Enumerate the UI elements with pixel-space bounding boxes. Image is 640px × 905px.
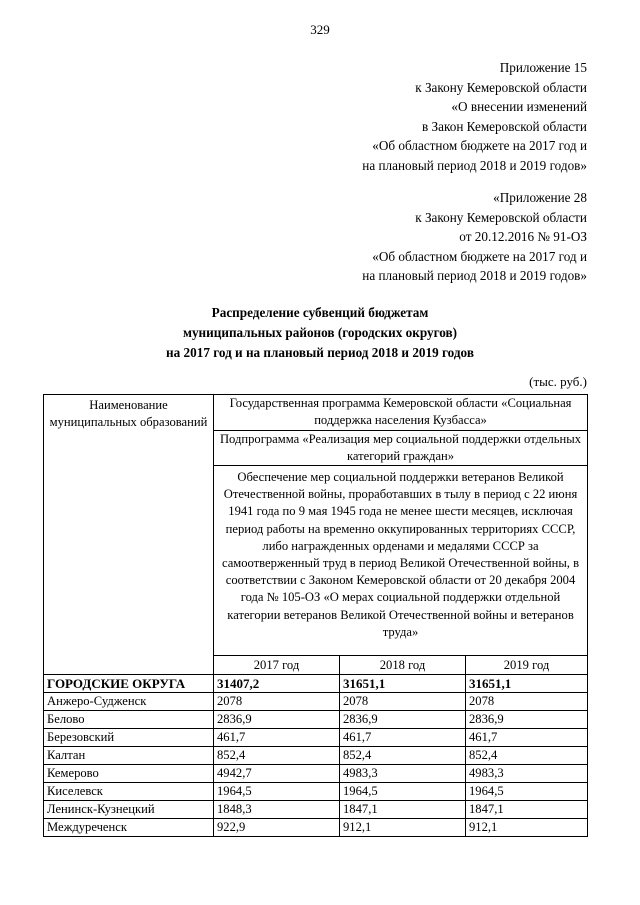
appendix-15-line: «О внесении изменений xyxy=(451,99,587,115)
unit-label: (тыс. руб.) xyxy=(529,374,587,389)
row-value-2018: 1847,1 xyxy=(340,801,466,819)
row-value-2019: 912,1 xyxy=(466,819,588,837)
row-value-2017: 1964,5 xyxy=(214,783,340,801)
row-name: Белово xyxy=(44,711,214,729)
row-value-2018: 461,7 xyxy=(340,729,466,747)
table-row xyxy=(44,819,588,837)
name-column-header: Наименование муниципальных образований xyxy=(44,395,214,675)
subsidy-table xyxy=(43,394,588,837)
row-value-2017: 2836,9 xyxy=(214,711,340,729)
row-name: Березовский xyxy=(44,729,214,747)
year-header-2019: 2019 год xyxy=(466,656,588,675)
appendix-15-line: к Закону Кемеровской области xyxy=(415,79,587,95)
row-value-2019: 1964,5 xyxy=(466,783,588,801)
table-row xyxy=(44,693,588,711)
row-name: Кемерово xyxy=(44,765,214,783)
row-value-2017: 31407,2 xyxy=(214,675,340,693)
table-row xyxy=(44,729,588,747)
row-name: Калтан xyxy=(44,747,214,765)
row-value-2017: 4942,7 xyxy=(214,765,340,783)
row-value-2017: 922,9 xyxy=(214,819,340,837)
title-line: муниципальных районов (городских округов) xyxy=(182,325,458,340)
table-row xyxy=(44,747,588,765)
row-name: ГОРОДСКИЕ ОКРУГА xyxy=(44,675,214,693)
row-value-2018: 4983,3 xyxy=(340,765,466,783)
appendix-15-line: на плановый период 2018 и 2019 годов» xyxy=(362,157,587,173)
row-name: Киселевск xyxy=(44,783,214,801)
appendix-15-line: в Закон Кемеровской области xyxy=(422,118,587,134)
appendix-15-line: «Об областном бюджете на 2017 год и xyxy=(372,138,587,154)
appendix-28-line: «Об областном бюджете на 2017 год и xyxy=(372,248,587,264)
table-row xyxy=(44,783,588,801)
row-value-2018: 1964,5 xyxy=(340,783,466,801)
row-value-2018: 31651,1 xyxy=(340,675,466,693)
row-value-2019: 1847,1 xyxy=(466,801,588,819)
appendix-28-line: к Закону Кемеровской области xyxy=(415,209,587,225)
year-header-2018: 2018 год xyxy=(340,656,466,675)
appendix-15-line: Приложение 15 xyxy=(499,60,587,75)
row-value-2018: 912,1 xyxy=(340,819,466,837)
row-value-2018: 2836,9 xyxy=(340,711,466,729)
appendix-28-header xyxy=(362,188,587,286)
row-value-2018: 2078 xyxy=(340,693,466,711)
subprogram-header: Подпрограмма «Реализация мер социальной поддержки отдельных категорий граждан» xyxy=(214,431,588,466)
appendix-28-line: от 20.12.2016 № 91-ОЗ xyxy=(459,229,587,245)
year-header-2017: 2017 год xyxy=(214,656,340,675)
table-row-total xyxy=(44,675,588,693)
row-name: Ленинск-Кузнецкий xyxy=(44,801,214,819)
row-value-2019: 4983,3 xyxy=(466,765,588,783)
title-line: Распределение субвенций бюджетам xyxy=(211,305,429,320)
appendix-28-line: на плановый период 2018 и 2019 годов» xyxy=(362,268,587,284)
table-row xyxy=(44,765,588,783)
row-value-2019: 31651,1 xyxy=(466,675,588,693)
row-name: Междуреченск xyxy=(44,819,214,837)
row-value-2019: 852,4 xyxy=(466,747,588,765)
page-number: 329 xyxy=(310,22,330,37)
row-value-2017: 852,4 xyxy=(214,747,340,765)
row-value-2019: 2836,9 xyxy=(466,711,588,729)
row-value-2019: 2078 xyxy=(466,693,588,711)
row-value-2018: 852,4 xyxy=(340,747,466,765)
program-header: Государственная программа Кемеровской области «Социальная поддержка населения Кузбасса» xyxy=(214,395,588,431)
measure-header: Обеспечение мер социальной поддержки ветеранов Великой Отечественной войны, проработавших в тылу в период с 22 июня 1941 года по 9 мая 1945 года не менее шести месяцев, исключая период работы на временно оккупированных территориях СССР, либо награжденных орденами и медалями СССР за самоотверженный труд в период Великой Отечественной войны, в соответствии с Законом Кемеровской области от 20 декабря 2004 года № 105-ОЗ «О мерах социальной поддержки отдельной категории ветеранов Великой Отечественной войны и ветеранов труда» xyxy=(214,466,588,656)
table-row xyxy=(44,711,588,729)
row-value-2019: 461,7 xyxy=(466,729,588,747)
row-name: Анжеро-Судженск xyxy=(44,693,214,711)
document-title xyxy=(0,303,640,363)
row-value-2017: 2078 xyxy=(214,693,340,711)
title-line: на 2017 год и на плановый период 2018 и 2019 годов xyxy=(166,345,474,360)
row-value-2017: 461,7 xyxy=(214,729,340,747)
table-row xyxy=(44,801,588,819)
row-value-2017: 1848,3 xyxy=(214,801,340,819)
appendix-15-header xyxy=(362,58,587,176)
appendix-28-line: «Приложение 28 xyxy=(493,190,587,205)
